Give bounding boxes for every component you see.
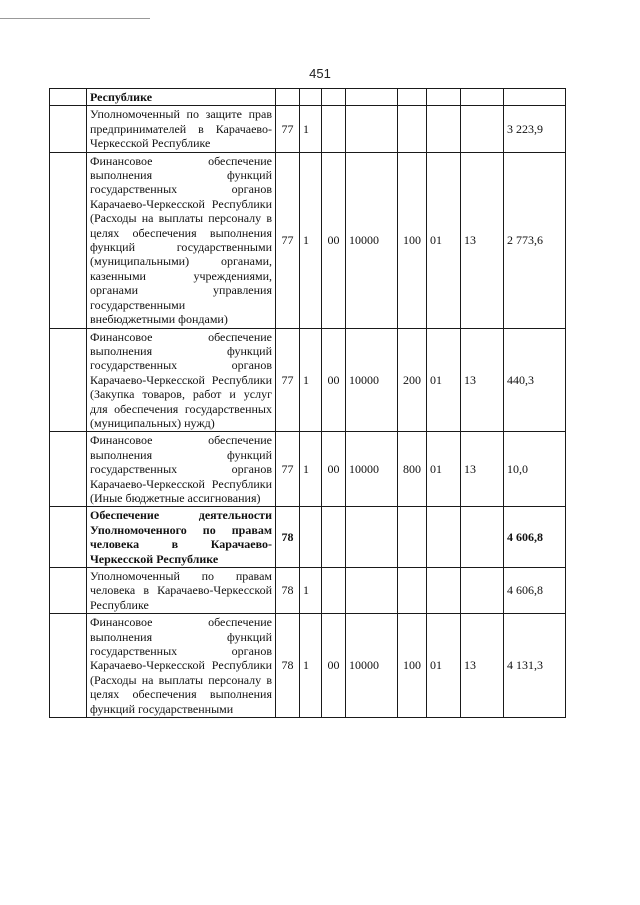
row-lead-cell [50, 89, 87, 106]
row-pr-cell [322, 89, 346, 106]
table-row [50, 89, 566, 106]
row-rz-cell: 1 [300, 328, 322, 432]
table-row [50, 152, 566, 328]
row-pz-cell: 13 [461, 152, 504, 328]
row-rz-cell: 1 [300, 152, 322, 328]
row-cs-cell: 10000 [346, 328, 398, 432]
row-pr-cell: 00 [322, 432, 346, 507]
scan-artifact-line [0, 18, 150, 19]
row-name-cell [87, 328, 276, 432]
row-gr-cell: 78 [276, 614, 300, 718]
budget-table [49, 88, 566, 718]
row-name-cell [87, 106, 276, 152]
row-gr-cell: 78 [276, 568, 300, 614]
budget-table-body [50, 89, 566, 718]
row-name: Уполномоченный по правам человека в Карачаево-Черкесской Республике [90, 569, 272, 612]
table-row [50, 432, 566, 507]
row-name: Уполномоченный по защите прав предпринимателей в Карачаево-Черкесской Республике [90, 107, 272, 151]
row-rz-cell [300, 507, 322, 568]
row-gr-cell: 77 [276, 152, 300, 328]
row-pz-cell: 13 [461, 432, 504, 507]
row-rz2-cell: 01 [427, 432, 461, 507]
row-sum-cell: 4 606,8 [504, 568, 566, 614]
row-cs-cell [346, 568, 398, 614]
table-row [50, 507, 566, 568]
row-name-cell [87, 507, 276, 568]
row-rz2-cell [427, 568, 461, 614]
row-gr-cell: 78 [276, 507, 300, 568]
row-sum-cell: 4 131,3 [504, 614, 566, 718]
row-name-cell [87, 614, 276, 718]
row-vr-cell: 100 [398, 614, 427, 718]
row-name-cell [87, 152, 276, 328]
row-name: Финансовое обеспечение выполнения функций государственных органов Карачаево-Черкесской Республики (Расходы на выплаты персоналу в целях обеспечения выполнения функций государственными (муниципальными) органами, казенными учреждениями, органами управления государственными внебюджетными фондами) [90, 153, 272, 327]
row-rz-cell: 1 [300, 432, 322, 507]
row-sum-cell [504, 89, 566, 106]
row-rz2-cell [427, 507, 461, 568]
row-pz-cell [461, 106, 504, 152]
row-rz-cell: 1 [300, 568, 322, 614]
row-lead-cell [50, 106, 87, 152]
row-name: Финансовое обеспечение выполнения функций государственных органов Карачаево-Черкесской Республики (Расходы на выплаты персоналу в целях обеспечения выполнения функций государственными [90, 615, 272, 716]
row-sum-cell: 440,3 [504, 328, 566, 432]
row-lead-cell [50, 614, 87, 718]
row-pr-cell: 00 [322, 152, 346, 328]
row-rz2-cell [427, 106, 461, 152]
row-pr-cell [322, 106, 346, 152]
row-rz-cell: 1 [300, 614, 322, 718]
row-rz2-cell [427, 89, 461, 106]
row-name-cell [87, 568, 276, 614]
table-row [50, 106, 566, 152]
row-cs-cell [346, 89, 398, 106]
row-lead-cell [50, 432, 87, 507]
row-vr-cell [398, 106, 427, 152]
row-name: Финансовое обеспечение выполнения функций государственных органов Карачаево-Черкесской Республики (Иные бюджетные ассигнования) [90, 433, 272, 505]
page-number: 451 [309, 66, 331, 81]
row-rz2-cell: 01 [427, 152, 461, 328]
row-rz2-cell: 01 [427, 614, 461, 718]
row-pr-cell [322, 568, 346, 614]
row-pz-cell [461, 568, 504, 614]
table-row [50, 568, 566, 614]
row-rz-cell [300, 89, 322, 106]
row-rz-cell: 1 [300, 106, 322, 152]
row-name: Финансовое обеспечение выполнения функций государственных органов Карачаево-Черкесской Республики (Закупка товаров, работ и услуг для обеспечения государственных (муниципальных) нужд) [90, 329, 272, 430]
row-cs-cell [346, 106, 398, 152]
row-cs-cell [346, 507, 398, 568]
row-vr-cell: 100 [398, 152, 427, 328]
row-pz-cell [461, 507, 504, 568]
row-gr-cell: 77 [276, 106, 300, 152]
row-gr-cell: 77 [276, 432, 300, 507]
row-vr-cell: 200 [398, 328, 427, 432]
row-vr-cell [398, 89, 427, 106]
row-sum-cell: 2 773,6 [504, 152, 566, 328]
row-rz2-cell: 01 [427, 328, 461, 432]
row-pr-cell [322, 507, 346, 568]
row-lead-cell [50, 328, 87, 432]
row-pr-cell: 00 [322, 328, 346, 432]
table-row [50, 614, 566, 718]
table-row [50, 328, 566, 432]
row-lead-cell [50, 507, 87, 568]
row-name: Республике [90, 90, 153, 104]
row-sum-cell: 3 223,9 [504, 106, 566, 152]
row-vr-cell [398, 568, 427, 614]
row-cs-cell: 10000 [346, 432, 398, 507]
row-pr-cell: 00 [322, 614, 346, 718]
row-cs-cell: 10000 [346, 614, 398, 718]
row-pz-cell: 13 [461, 614, 504, 718]
row-name-cell [87, 432, 276, 507]
row-lead-cell [50, 568, 87, 614]
row-cs-cell: 10000 [346, 152, 398, 328]
row-lead-cell [50, 152, 87, 328]
row-gr-cell: 77 [276, 328, 300, 432]
row-name: Обеспечение деятельности Уполномоченного по правам человека в Карачаево-Черкесской Республике [90, 508, 272, 566]
row-name-cell [87, 89, 276, 106]
row-gr-cell [276, 89, 300, 106]
row-sum-cell: 4 606,8 [504, 507, 566, 568]
row-sum-cell: 10,0 [504, 432, 566, 507]
row-vr-cell: 800 [398, 432, 427, 507]
row-pz-cell [461, 89, 504, 106]
row-vr-cell [398, 507, 427, 568]
row-pz-cell: 13 [461, 328, 504, 432]
